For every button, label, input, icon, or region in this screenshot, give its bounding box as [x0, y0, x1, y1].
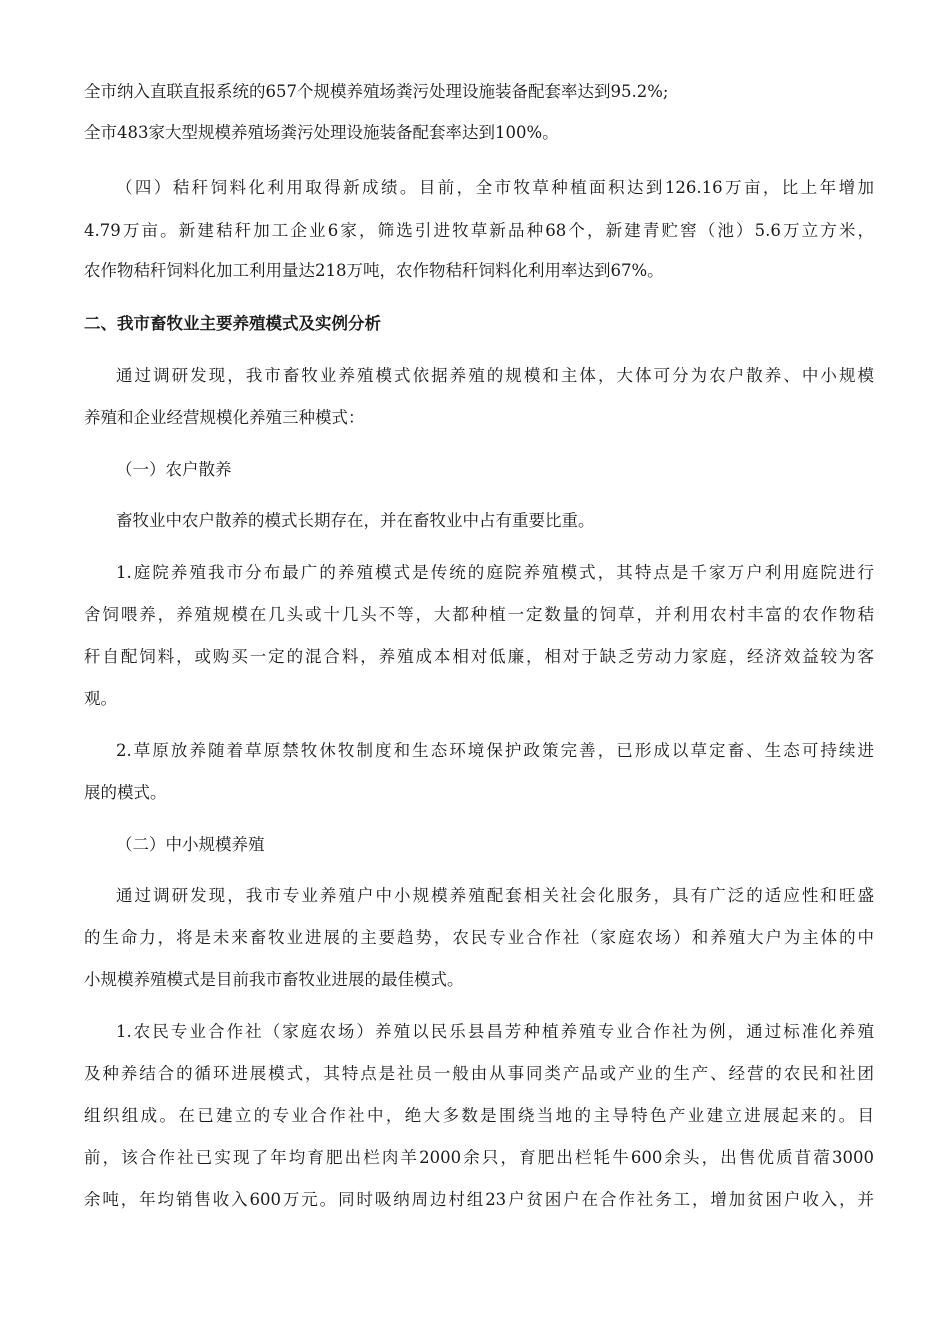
paragraph-line: 4.79万亩。新建秸秆加工企业6家，筛选引进牧草新品种68个，新建青贮窖（池）5.6万立方米，	[84, 221, 874, 240]
paragraph-line: 全市483家大型规模养殖场粪污处理设施装备配套率达到100%。	[84, 123, 559, 142]
paragraph-line: 秆自配饲料，或购买一定的混合料，养殖成本相对低廉，相对于缺乏劳动力家庭，经济效益较为客	[84, 647, 874, 666]
paragraph-line: 畜牧业中农户散养的模式长期存在，并在畜牧业中占有重要比重。	[116, 511, 595, 530]
paragraph-line: 2.草原放养随着草原禁牧休牧制度和生态环境保护政策完善，已形成以草定畜、生态可持续进	[116, 741, 874, 760]
paragraph-line: 观。	[84, 689, 117, 708]
paragraph-line: 余吨，年均销售收入600万元。同时吸纳周边村组23户贫困户在合作社务工，增加贫困户收入，并	[84, 1190, 874, 1209]
paragraph-line: 展的模式。	[84, 783, 167, 802]
subsection-heading: （二）中小规模养殖	[116, 835, 265, 854]
section-heading: 二、我市畜牧业主要养殖模式及实例分析	[84, 314, 381, 333]
paragraph-line: 通过调研发现，我市专业养殖户中小规模养殖配套相关社会化服务，具有广泛的适应性和旺盛	[116, 886, 874, 905]
paragraph-line: 及种养结合的循环进展模式，其特点是社员一般由从事同类产品或产业的生产、经营的农民和社团	[84, 1064, 874, 1083]
paragraph-line: 通过调研发现，我市畜牧业养殖模式依据养殖的规模和主体，大体可分为农户散养、中小规模	[116, 366, 874, 385]
paragraph-line: 前，该合作社已实现了年均育肥出栏肉羊2000余只，育肥出栏牦牛600余头，出售优质苜蓿3000	[84, 1148, 874, 1167]
paragraph-line: 1.农民专业合作社（家庭农场）养殖以民乐县昌芳种植养殖专业合作社为例，通过标准化养殖	[116, 1022, 874, 1041]
subsection-heading: （一）农户散养	[116, 460, 232, 479]
paragraph-line: 1.庭院养殖我市分布最广的养殖模式是传统的庭院养殖模式，其特点是千家万户利用庭院进行	[116, 563, 874, 582]
paragraph-line: 全市纳入直联直报系统的657个规模养殖场粪污处理设施装备配套率达到95.2%;	[84, 82, 669, 101]
paragraph-line: （四）秸秆饲料化利用取得新成绩。目前，全市牧草种植面积达到126.16万亩，比上年增加	[116, 178, 874, 197]
paragraph-line: 舍饲喂养，养殖规模在几头或十几头不等，大都种植一定数量的饲草，并利用农村丰富的农作物秸	[84, 605, 874, 624]
paragraph-line: 组织组成。在已建立的专业合作社中，绝大多数是围绕当地的主导特色产业建立进展起来的。目	[84, 1106, 874, 1125]
paragraph-line: 农作物秸秆饲料化加工利用量达218万吨，农作物秸秆饲料化利用率达到67%。	[84, 261, 664, 280]
paragraph-line: 小规模养殖模式是目前我市畜牧业进展的最佳模式。	[84, 970, 464, 989]
paragraph-line: 养殖和企业经营规模化养殖三种模式：	[84, 408, 365, 427]
paragraph-line: 的生命力，将是未来畜牧业进展的主要趋势，农民专业合作社（家庭农场）和养殖大户为主体的中	[84, 928, 874, 947]
